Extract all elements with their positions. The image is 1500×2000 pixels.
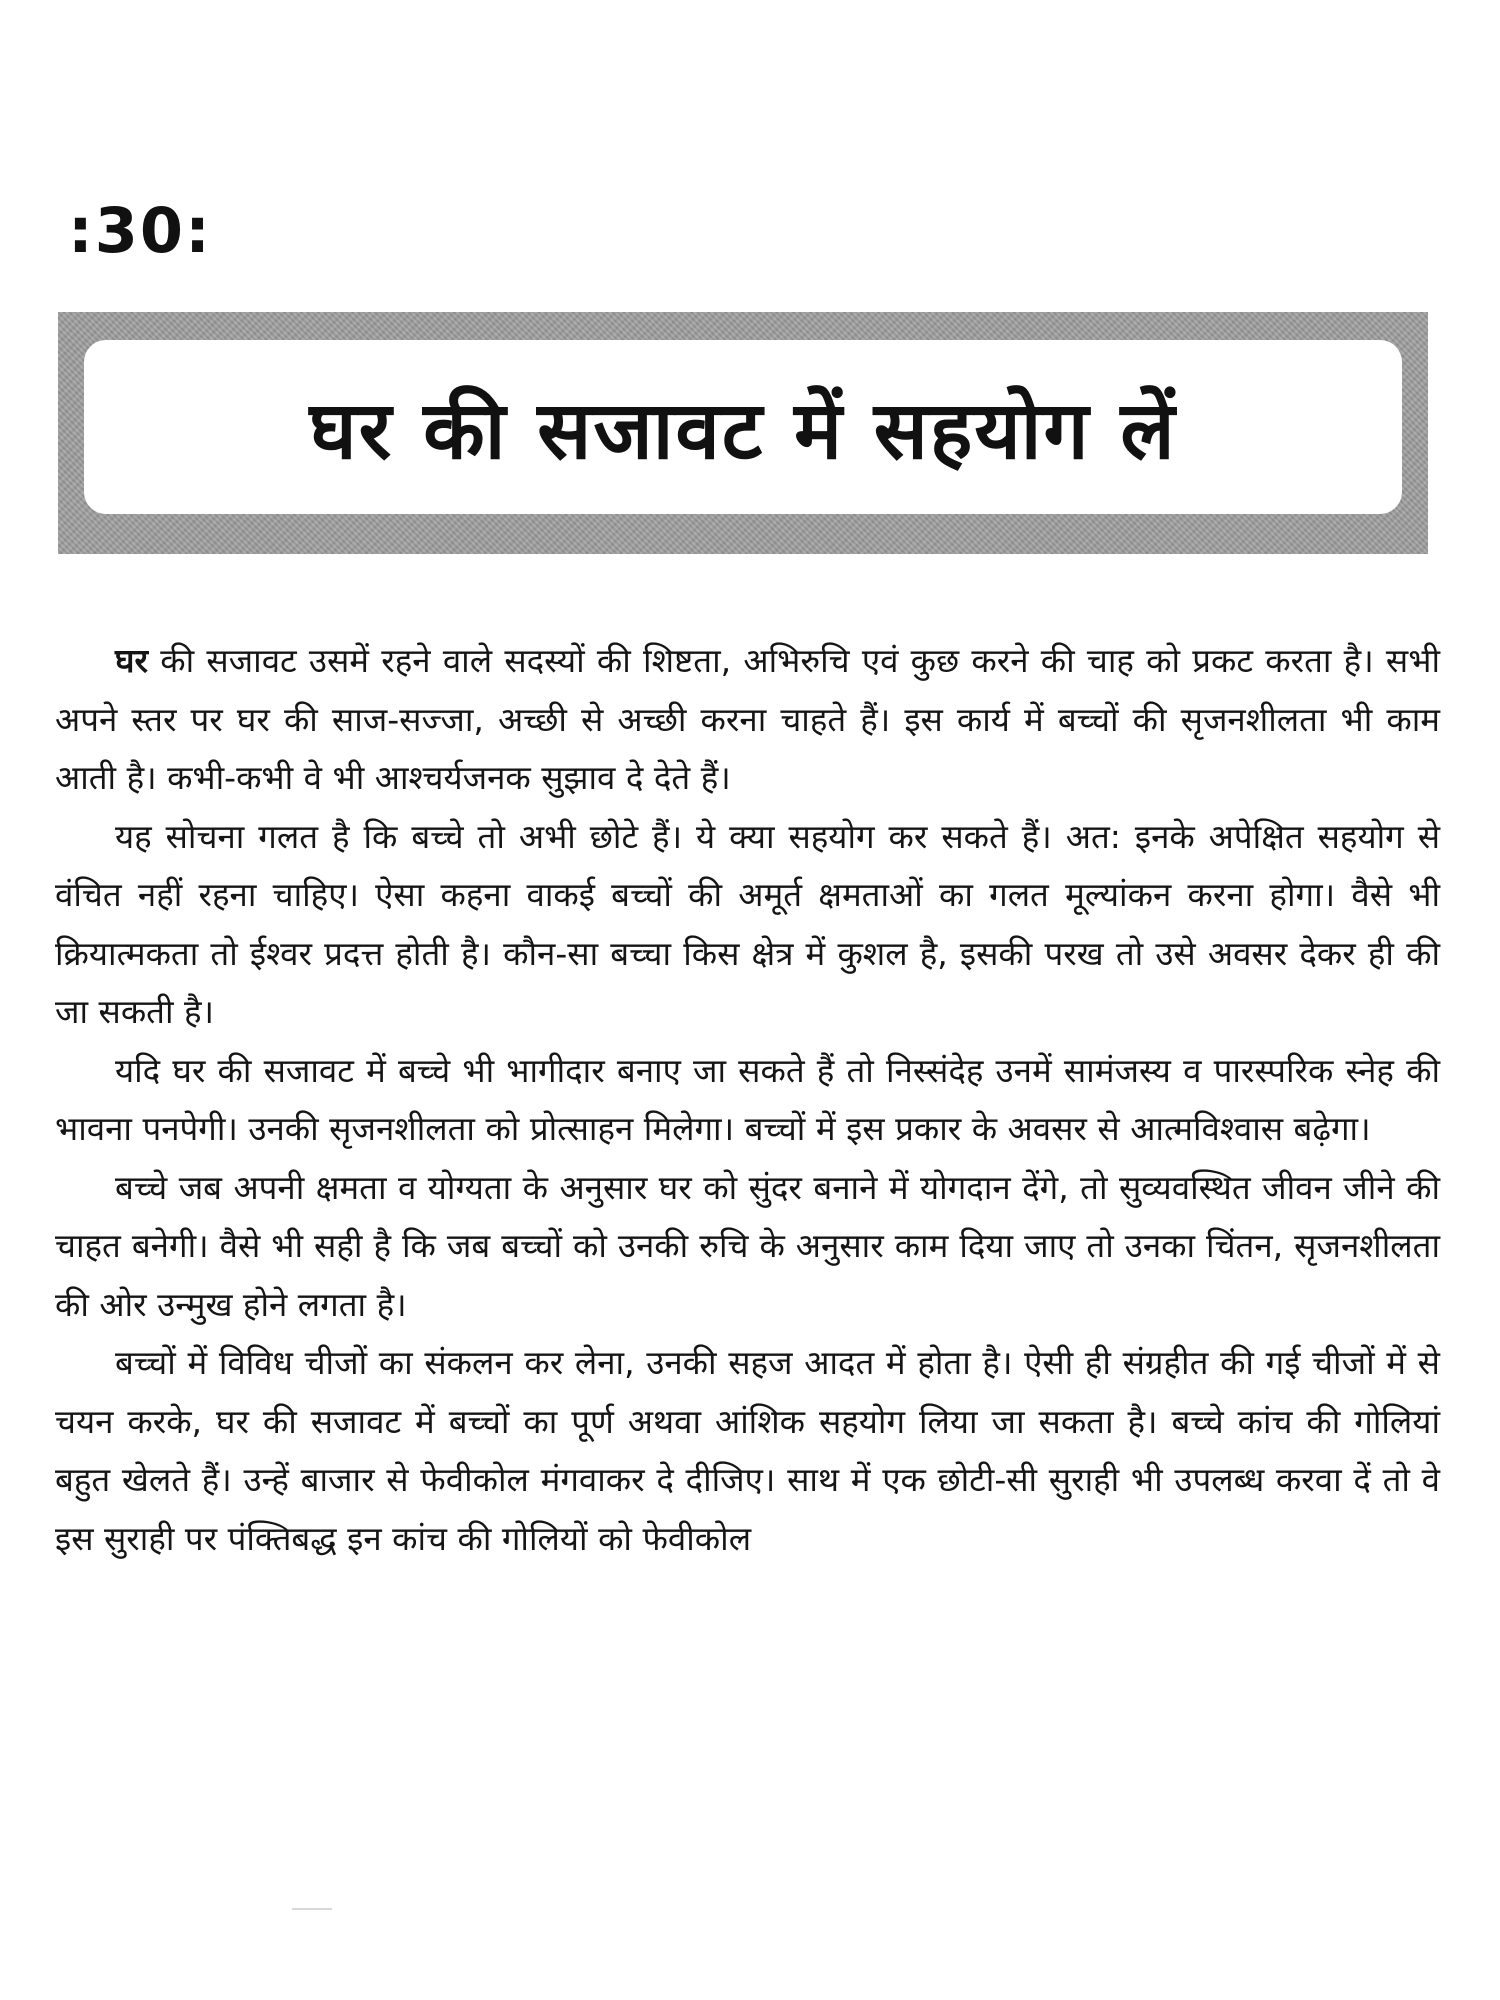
paragraph-1 <box>55 632 1440 808</box>
paragraph-4: बच्चे जब अपनी क्षमता व योग्यता के अनुसार घर को सुंदर बनाने में योगदान देंगे, तो सुव्यवस्थित जीवन जीने की चाहत बनेगी। वैसे भी सही है कि जब बच्चों को उनकी रुचि के अनुसार काम दिया जाए तो उनका चिंतन, सृजनशीलता की ओर उन्मुख होने लगता है। <box>55 1167 1440 1324</box>
chapter-title: घर की सजावट में सहयोग लें <box>309 383 1177 477</box>
chapter-body <box>55 632 1440 1568</box>
paragraph-3: यदि घर की सजावट में बच्चे भी भागीदार बनाए जा सकते हैं तो निस्संदेह उनमें सामंजस्य व पारस्परिक स्नेह की भावना पनपेगी। उनकी सृजनशीलता को प्रोत्साहन मिलेगा। बच्चों में इस प्रकार के अवसर से आत्मविश्वास बढ़ेगा। <box>55 1050 1440 1148</box>
paragraph-5: बच्चों में विविध चीजों का संकलन कर लेना, उनकी सहज आदत में होता है। ऐसी ही संग्रहीत की गई चीजों में से चयन करके, घर की सजावट में बच्चों का पूर्ण अथवा आंशिक सहयोग लिया जा सकता है। बच्चे कांच की गोलियां बहुत खेलते हैं। उन्हें बाजार से फेवीकोल मंगवाकर दे दीजिए। साथ में एक छोटी-सी सुराही भी उपलब्ध करवा दें तो वे इस सुराही पर पंक्तिबद्ध इन कांच की गोलियों को फेवीकोल <box>55 1343 1440 1558</box>
paragraph-lead-word: घर <box>115 641 148 680</box>
title-banner <box>84 340 1402 514</box>
chapter-number: :30: <box>68 194 212 267</box>
paragraph-2: यह सोचना गलत है कि बच्चे तो अभी छोटे हैं। ये क्या सहयोग कर सकते हैं। अत: इनके अपेक्षित सहयोग से वंचित नहीं रहना चाहिए। ऐसा कहना वाकई बच्चों की अमूर्त क्षमताओं का गलत मूल्यांकन करना होगा। वैसे भी क्रियात्मकता तो ईश्वर प्रदत्त होती है। कौन-सा बच्चा किस क्षेत्र में कुशल है, इसकी परख तो उसे अवसर देकर ही की जा सकती है। <box>55 816 1440 1031</box>
scan-mark <box>292 1908 332 1910</box>
paragraph-text: की सजावट उसमें रहने वाले सदस्यों की शिष्टता, अभिरुचि एवं कुछ करने की चाह को प्रकट करता है। सभी अपने स्तर पर घर की साज-सज्जा, अच्छी से अच्छी करना चाहते हैं। इस कार्य में बच्चों की सृजनशीलता भी काम आती है। कभी-कभी वे भी आश्चर्यजनक सुझाव दे देते हैं। <box>55 641 1440 797</box>
